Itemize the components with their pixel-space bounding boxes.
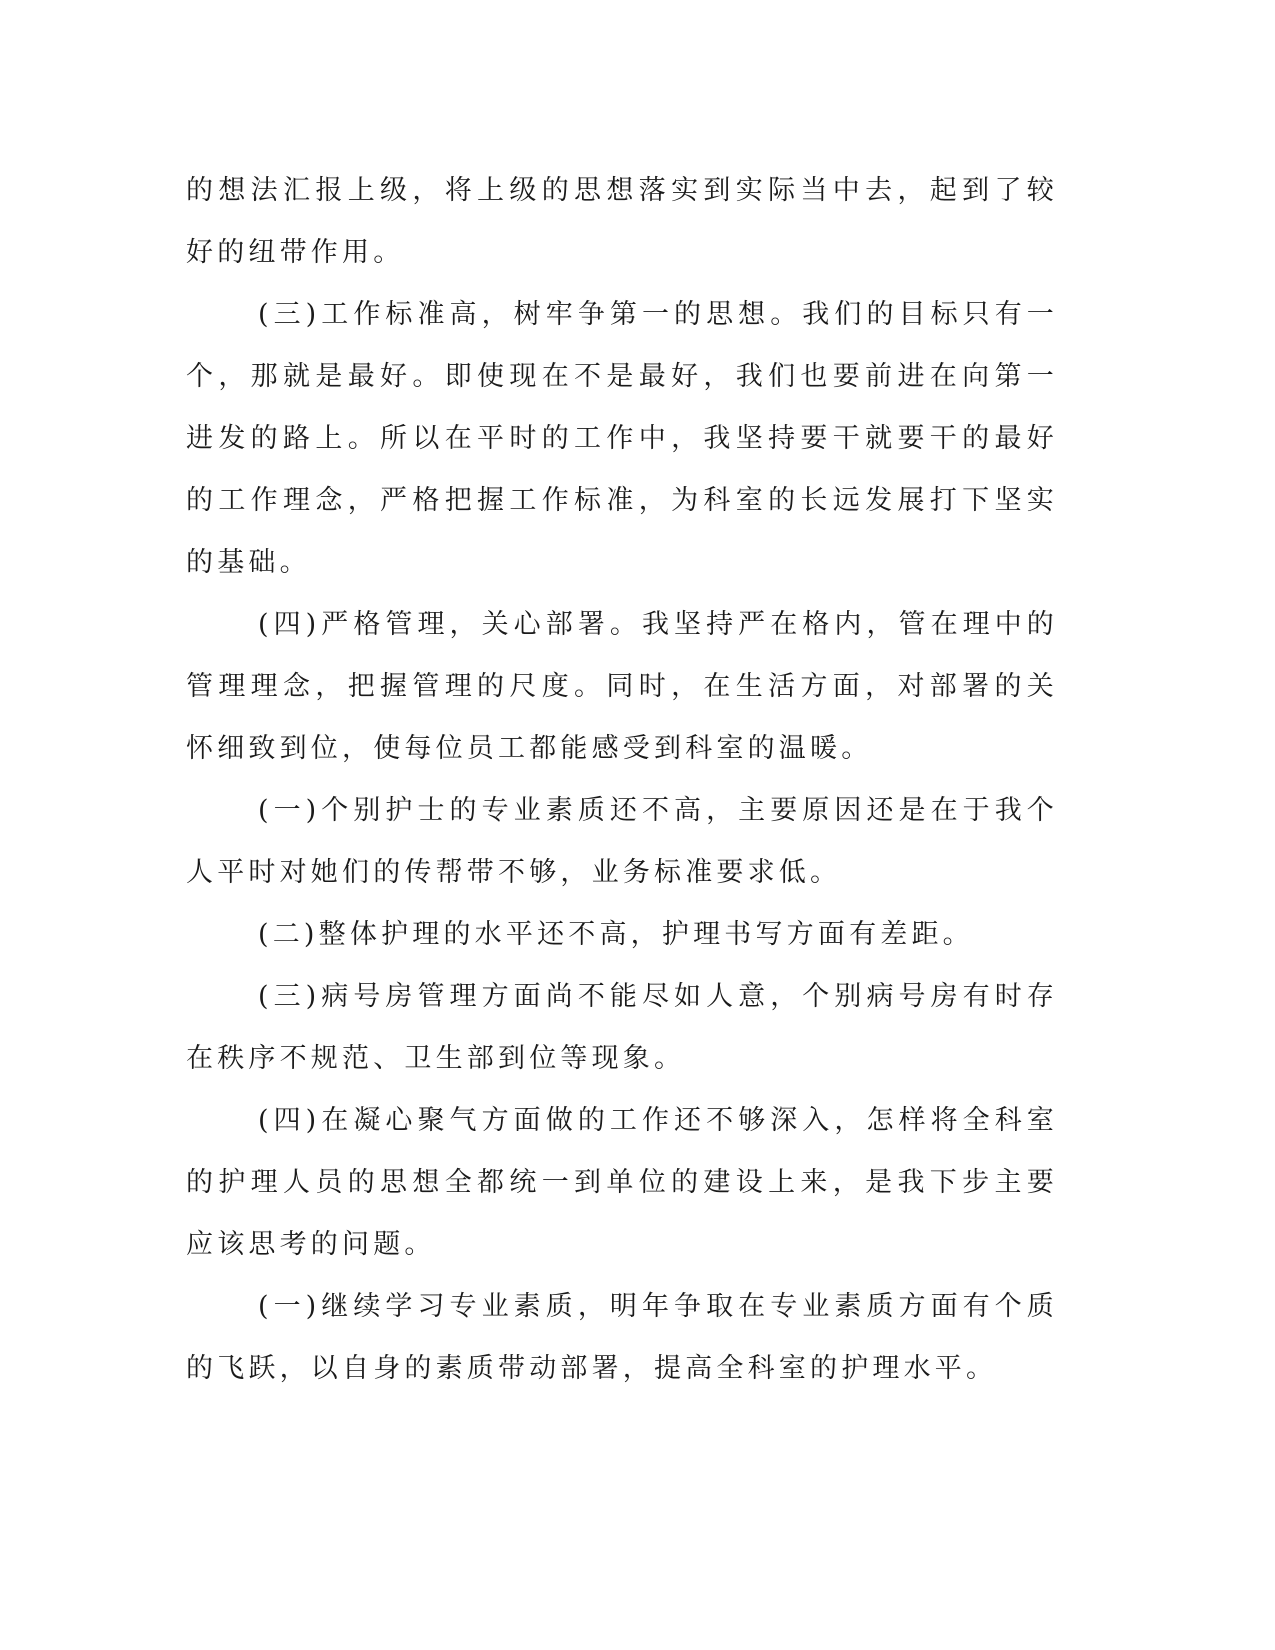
paragraph-nurse-quality: (一)个别护士的专业素质还不高，主要原因还是在于我个人平时对她们的传帮带不够，业务标准要求低。 (186, 795, 1058, 888)
paragraph-continue-learning: (一)继续学习专业素质，明年争取在专业素质方面有个质的飞跃，以自身的素质带动部署，提高全科室的护理水平。 (186, 1291, 1058, 1384)
document-body (186, 160, 1058, 1400)
paragraph-strict-management: (四)严格管理，关心部署。我坚持严在格内，管在理中的管理理念，把握管理的尺度。同时，在生活方面，对部署的关怀细致到位，使每位员工都能感受到科室的温暖。 (186, 609, 1058, 764)
paragraph-overall-nursing: (二)整体护理的水平还不高，护理书写方面有差距。 (258, 919, 974, 950)
paragraph-continuation: 的想法汇报上级，将上级的思想落实到实际当中去，起到了较好的纽带作用。 (186, 175, 1058, 268)
paragraph-ward-management: (三)病号房管理方面尚不能尽如人意，个别病号房有时存在秩序不规范、卫生部到位等现象。 (186, 981, 1058, 1074)
paragraph-team-cohesion: (四)在凝心聚气方面做的工作还不够深入，怎样将全科室的护理人员的思想全都统一到单位的建设上来，是我下步主要应该思考的问题。 (186, 1105, 1058, 1260)
paragraph-work-standard: (三)工作标准高，树牢争第一的思想。我们的目标只有一个，那就是最好。即使现在不是最好，我们也要前进在向第一进发的路上。所以在平时的工作中，我坚持要干就要干的最好的工作理念，严格把握工作标准，为科室的长远发展打下坚实的基础。 (186, 299, 1058, 578)
